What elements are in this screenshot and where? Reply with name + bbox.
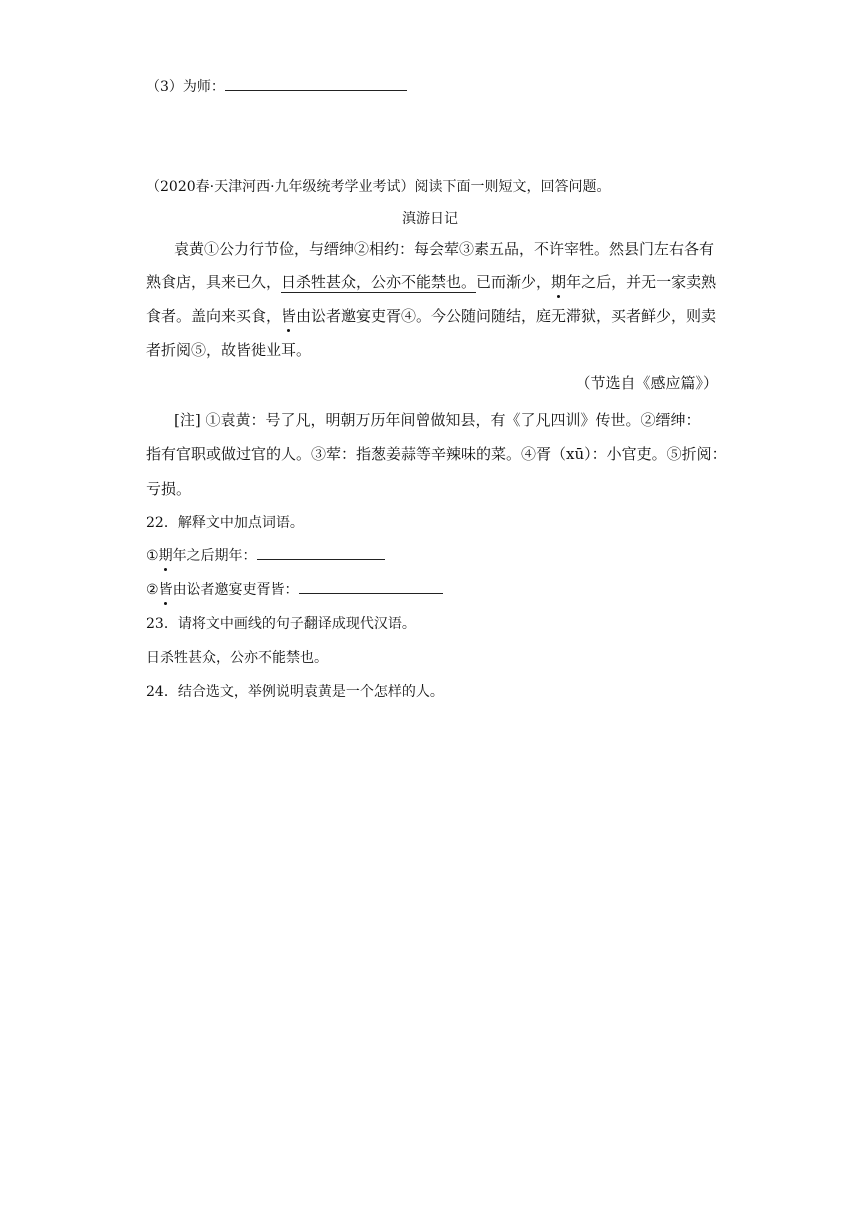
item3-label: （3）为师：	[146, 79, 225, 95]
question-item-3	[146, 76, 407, 96]
passage-line-3	[146, 305, 716, 326]
underlined-sentence: 日杀牲甚众，公亦不能禁也。	[281, 273, 477, 291]
question-24-stem: 24．结合选文，举例说明袁黄是一个怎样的人。	[146, 684, 444, 700]
notes-line-3: 亏损。	[146, 480, 192, 498]
passage-text: 熟食店，具来已久，	[146, 273, 282, 291]
item-text: 由讼者邀宴吏胥皆：	[172, 582, 299, 598]
question-22-item-2	[146, 579, 443, 599]
answer-blank[interactable]	[225, 76, 407, 91]
question-22-stem: 22．解释文中加点词语。	[146, 515, 304, 531]
dotted-word: 皆	[159, 579, 173, 599]
passage-text: 食者。盖向来买食，	[146, 307, 282, 325]
question-22-item-1	[146, 545, 385, 565]
dotted-word-qi: 期	[551, 273, 567, 291]
answer-blank[interactable]	[299, 579, 443, 594]
passage-line-2	[146, 271, 716, 292]
attribution: （节选自《感应篇》）	[575, 374, 718, 392]
passage-line-1: 袁黄①公力行节俭，与缙绅②相约：每会荤③素五品，不许宰牲。然县门左右各有	[174, 240, 715, 258]
item-marker: ②	[146, 582, 159, 598]
item-marker: ①	[146, 548, 159, 564]
passage-text: 年之后，并无一家卖熟	[566, 273, 717, 291]
passage-text: 由讼者邀宴吏胥④。今公随问随结，庭无滞狱，买者鲜少，则卖	[296, 307, 717, 325]
passage-title: 滇游日记	[402, 211, 458, 227]
dotted-word: 期	[159, 545, 173, 565]
dotted-word-jie: 皆	[281, 307, 297, 325]
notes-line-2: 指有官职或做过官的人。③荤：指葱姜蒜等辛辣味的菜。④胥（xū）：小官吏。⑤折阅：	[146, 445, 727, 463]
item-text: 年之后期年：	[172, 548, 257, 564]
notes-line-1: [注] ①袁黄：号了凡，明朝万历年间曾做知县，有《了凡四训》传世。②缙绅：	[174, 411, 701, 429]
question-23-sentence: 日杀牲甚众，公亦不能禁也。	[146, 650, 328, 666]
source-line: （2020春·天津河西·九年级统考学业考试）阅读下面一则短文，回答问题。	[146, 179, 611, 195]
question-23-stem: 23．请将文中画线的句子翻译成现代汉语。	[146, 616, 416, 632]
passage-text: 已而渐少，	[476, 273, 552, 291]
passage-line-4: 者折阅⑤，故皆徙业耳。	[146, 341, 312, 359]
answer-blank[interactable]	[257, 545, 385, 560]
